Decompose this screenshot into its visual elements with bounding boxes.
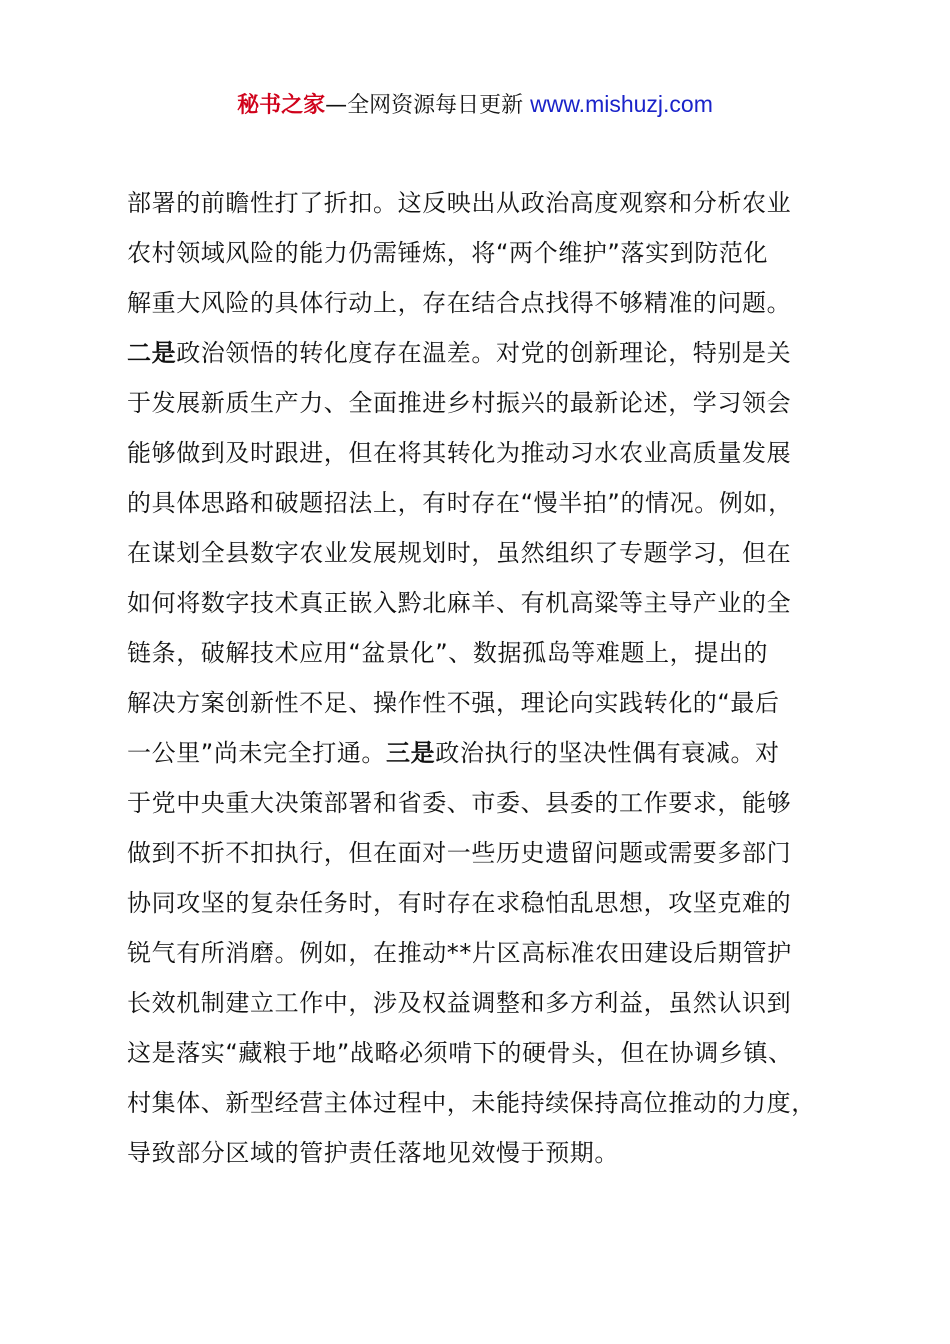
text-line — [127, 1033, 847, 1083]
text-line — [127, 183, 847, 233]
text-run: 如何将数字技术真正嵌入黔北麻羊、有机高粱等主导产业的全 — [127, 589, 792, 617]
text-line — [127, 833, 847, 883]
text-run: 解重大风险的具体行动上，存在结合点找得不够精准的问题。 — [127, 289, 792, 317]
text-run: 村集体、新型经营主体过程中，未能持续保持高位推动的力度， — [127, 1089, 816, 1117]
text-line — [127, 783, 847, 833]
text-run: 能够做到及时跟进，但在将其转化为推动习水农业高质量发展 — [127, 439, 792, 467]
text-line — [127, 633, 847, 683]
text-run: 在谋划全县数字农业发展规划时，虽然组织了专题学习，但在 — [127, 539, 792, 567]
text-line — [127, 883, 847, 933]
text-run: 政治执行的坚决性偶有衰减。对 — [435, 739, 780, 767]
text-run: 协同攻坚的复杂任务时，有时存在求稳怕乱思想，攻坚克难的 — [127, 889, 792, 917]
text-run: 长效机制建立工作中，涉及权益调整和多方利益，虽然认识到 — [127, 989, 792, 1017]
page-header — [0, 86, 950, 124]
text-line — [127, 433, 847, 483]
text-line — [127, 383, 847, 433]
text-run: 于发展新质生产力、全面推进乡村振兴的最新论述，学习领会 — [127, 389, 792, 417]
text-line — [127, 733, 847, 783]
document-body — [127, 183, 847, 1183]
lead-phrase: 三是 — [386, 739, 436, 767]
text-run: 做到不折不扣执行，但在面对一些历史遗留问题或需要多部门 — [127, 839, 792, 867]
text-line — [127, 983, 847, 1033]
text-line — [127, 933, 847, 983]
text-run: 农村领域风险的能力仍需锤炼，将“两个维护”落实到防范化 — [127, 239, 769, 267]
text-run: 这是落实“藏粮于地”战略必须啃下的硬骨头，但在协调乡镇、 — [127, 1039, 793, 1067]
text-run: 的具体思路和破题招法上，有时存在“慢半拍”的情况。例如， — [127, 489, 793, 517]
text-line — [127, 233, 847, 283]
text-line — [127, 1083, 847, 1133]
text-line — [127, 533, 847, 583]
text-run: 导致部分区域的管护责任落地见效慢于预期。 — [127, 1139, 619, 1167]
text-line — [127, 683, 847, 733]
header-tagline: —全网资源每日更新 — [325, 93, 524, 118]
text-line — [127, 333, 847, 383]
site-url-link[interactable]: www.mishuzj.com — [530, 91, 713, 117]
brand-name: 秘书之家 — [237, 93, 326, 118]
lead-phrase: 二是 — [127, 339, 177, 367]
text-run: 链条，破解技术应用“盆景化”、数据孤岛等难题上，提出的 — [127, 639, 769, 667]
text-line — [127, 1133, 847, 1183]
text-run: 政治领悟的转化度存在温差。对党的创新理论，特别是关 — [176, 339, 792, 367]
text-run: 解决方案创新性不足、操作性不强，理论向实践转化的“最后 — [127, 689, 780, 717]
text-run: 部署的前瞻性打了折扣。这反映出从政治高度观察和分析农业 — [127, 189, 792, 217]
text-line — [127, 483, 847, 533]
text-run: 锐气有所消磨。例如，在推动**片区高标准农田建设后期管护 — [127, 939, 792, 967]
text-run: 于党中央重大决策部署和省委、市委、县委的工作要求，能够 — [127, 789, 792, 817]
text-line — [127, 583, 847, 633]
text-run: 一公里”尚未完全打通。 — [127, 739, 387, 767]
text-line — [127, 283, 847, 333]
